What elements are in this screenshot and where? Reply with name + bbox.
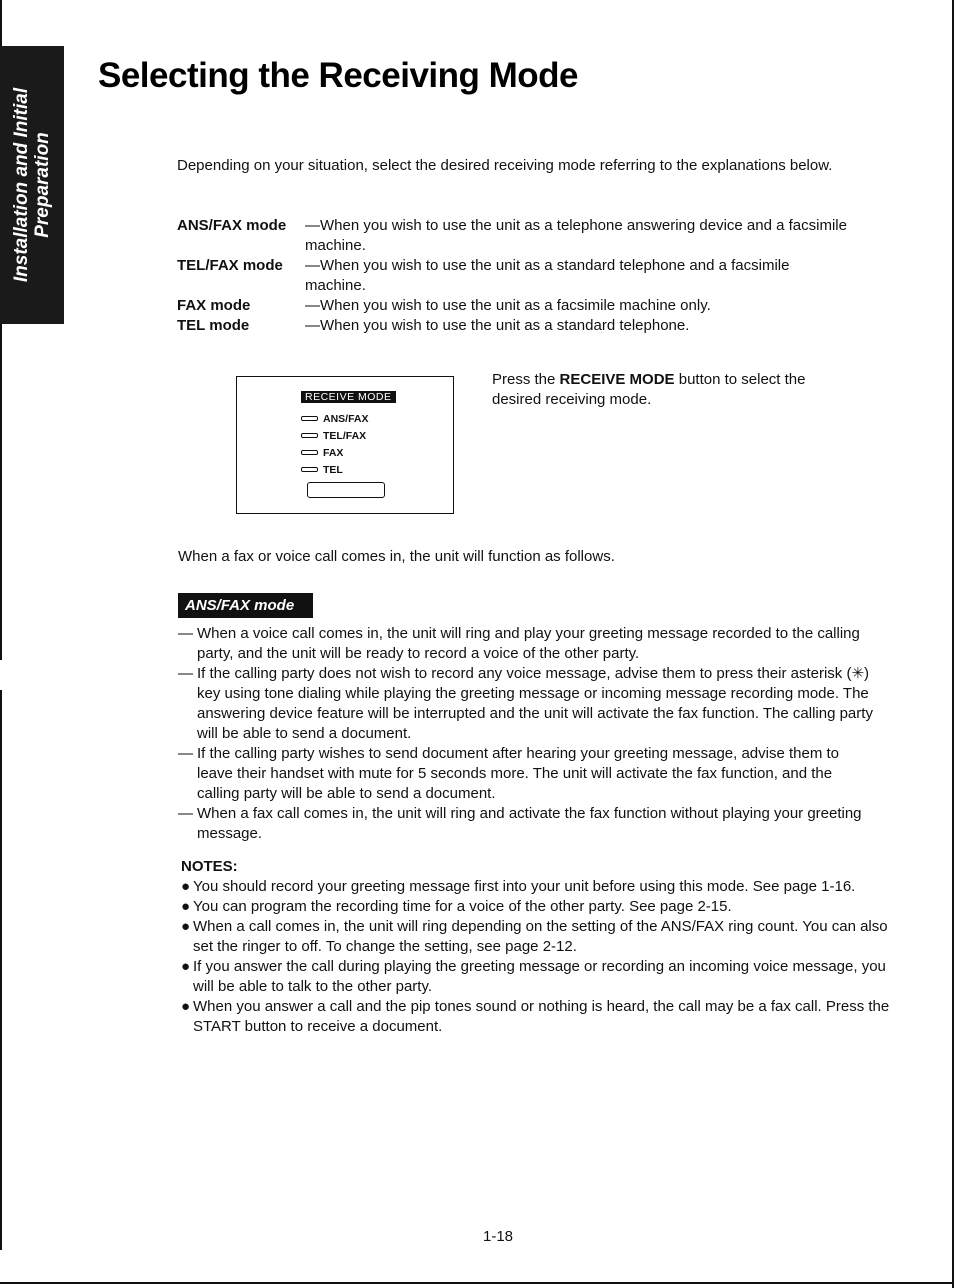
indicator-bar-icon: [301, 450, 318, 455]
panel-item-label: TEL/FAX: [323, 429, 367, 442]
bullet-dot: ●: [181, 878, 191, 895]
mode-description: —When you wish to use the unit as a facsimile machine only.: [305, 297, 711, 314]
dash-marker: —: [178, 745, 193, 762]
press-instruction: [492, 370, 852, 410]
mode-name: TEL mode: [177, 317, 250, 334]
press-button-name: RECEIVE MODE: [559, 371, 675, 388]
mode-name: ANS/FAX mode: [177, 217, 287, 234]
press-text-before: Press the: [492, 371, 560, 388]
note-item: [181, 997, 891, 1037]
mode-description: —When you wish to use the unit as a standard telephone.: [305, 317, 690, 334]
panel-item-label: FAX: [323, 446, 344, 459]
bullet-dot: ●: [181, 898, 191, 915]
side-tab-text: [0, 46, 64, 324]
page-edge-left-lower: [0, 690, 2, 1250]
mode-name: FAX mode: [177, 297, 251, 314]
bullet-dot: ●: [181, 998, 191, 1015]
note-item: [181, 877, 891, 897]
mode-description: —When you wish to use the unit as a telephone answering device and a facsimile machine.: [305, 217, 847, 254]
panel-item-ans-fax: [301, 410, 369, 427]
note-text: You can program the recording time for a voice of the other party. See page 2-15.: [193, 898, 732, 915]
mode-name: TEL/FAX mode: [177, 257, 283, 274]
intro-paragraph: Depending on your situation, select the desired receiving mode referring to the explanations below.: [177, 157, 833, 174]
list-item-text: If the calling party does not wish to record any voice message, advise them to press their asterisk (✳) key using tone dialing while playing the greeting message or incoming message recording mode. The answering device feature will be interrupted and the unit will activate the fax function. The calling party will be able to send a document.: [197, 665, 873, 742]
panel-item-label: TEL: [323, 463, 343, 476]
mode-row-fax: [177, 296, 867, 316]
panel-mode-list: [301, 410, 369, 478]
note-text: You should record your greeting message first into your unit before using this mode. See page 1-16.: [193, 878, 856, 895]
function-lead-text: When a fax or voice call comes in, the unit will function as follows.: [178, 548, 615, 565]
panel-item-fax: [301, 444, 369, 461]
page-edge-bottom: [0, 1282, 954, 1284]
note-item: [181, 957, 891, 997]
dash-marker: —: [178, 625, 193, 642]
bullet-dot: ●: [181, 918, 191, 935]
indicator-bar-icon: [301, 416, 318, 421]
receive-mode-panel-illustration: [236, 376, 454, 514]
note-text: If you answer the call during playing the greeting message or recording an incoming voice message, you will be able to talk to the other party.: [193, 958, 886, 995]
indicator-bar-icon: [301, 467, 318, 472]
list-item-text: When a fax call comes in, the unit will ring and activate the fax function without playing your greeting message.: [197, 805, 862, 842]
page-number: 1-18: [483, 1228, 514, 1245]
panel-item-tel: [301, 461, 369, 478]
notes-heading: NOTES:: [181, 858, 238, 875]
dash-marker: —: [178, 805, 193, 822]
list-item-text: When a voice call comes in, the unit will ring and play your greeting message recorded to the calling party, and the unit will be ready to record a voice of the other party.: [197, 625, 860, 662]
receive-mode-button-icon: [307, 482, 385, 498]
list-item: [178, 664, 878, 744]
side-tab-line-1: Installation and Initial: [11, 87, 32, 283]
mode-row-tel-fax: [177, 256, 867, 296]
press-text-after: button to select the desired receiving mode.: [492, 371, 806, 408]
dash-marker: —: [178, 665, 193, 682]
note-item: [181, 917, 891, 957]
mode-description: —When you wish to use the unit as a standard telephone and a facsimile machine.: [305, 257, 790, 294]
note-item: [181, 897, 891, 917]
list-item: [178, 804, 878, 844]
note-text: When a call comes in, the unit will ring depending on the setting of the ANS/FAX ring count. You can also set the ringer to off. To change the setting, see page 2-12.: [193, 918, 888, 955]
panel-heading: RECEIVE MODE: [301, 391, 396, 403]
panel-item-tel-fax: [301, 427, 369, 444]
mode-row-ans-fax: [177, 216, 867, 256]
side-tab-line-2: Preparation: [32, 132, 53, 238]
mode-definitions: [177, 216, 867, 336]
notes-list: [181, 877, 891, 1037]
indicator-bar-icon: [301, 433, 318, 438]
ans-fax-behavior-list: [178, 624, 878, 844]
list-item: [178, 624, 878, 664]
note-text: When you answer a call and the pip tones sound or nothing is heard, the call may be a fax call. Press the START button to receive a document.: [193, 998, 890, 1035]
section-side-tab: [0, 46, 64, 324]
section-label-ans-fax: ANS/FAX mode: [178, 593, 313, 618]
list-item: [178, 744, 878, 804]
bullet-dot: ●: [181, 958, 191, 975]
list-item-text: If the calling party wishes to send document after hearing your greeting message, advise them to leave their handset with mute for 5 seconds more. The unit will activate the fax function, and the calling party will be able to send a document.: [197, 745, 840, 802]
mode-row-tel: [177, 316, 867, 336]
panel-item-label: ANS/FAX: [323, 412, 369, 425]
page-title: Selecting the Receiving Mode: [98, 56, 578, 95]
